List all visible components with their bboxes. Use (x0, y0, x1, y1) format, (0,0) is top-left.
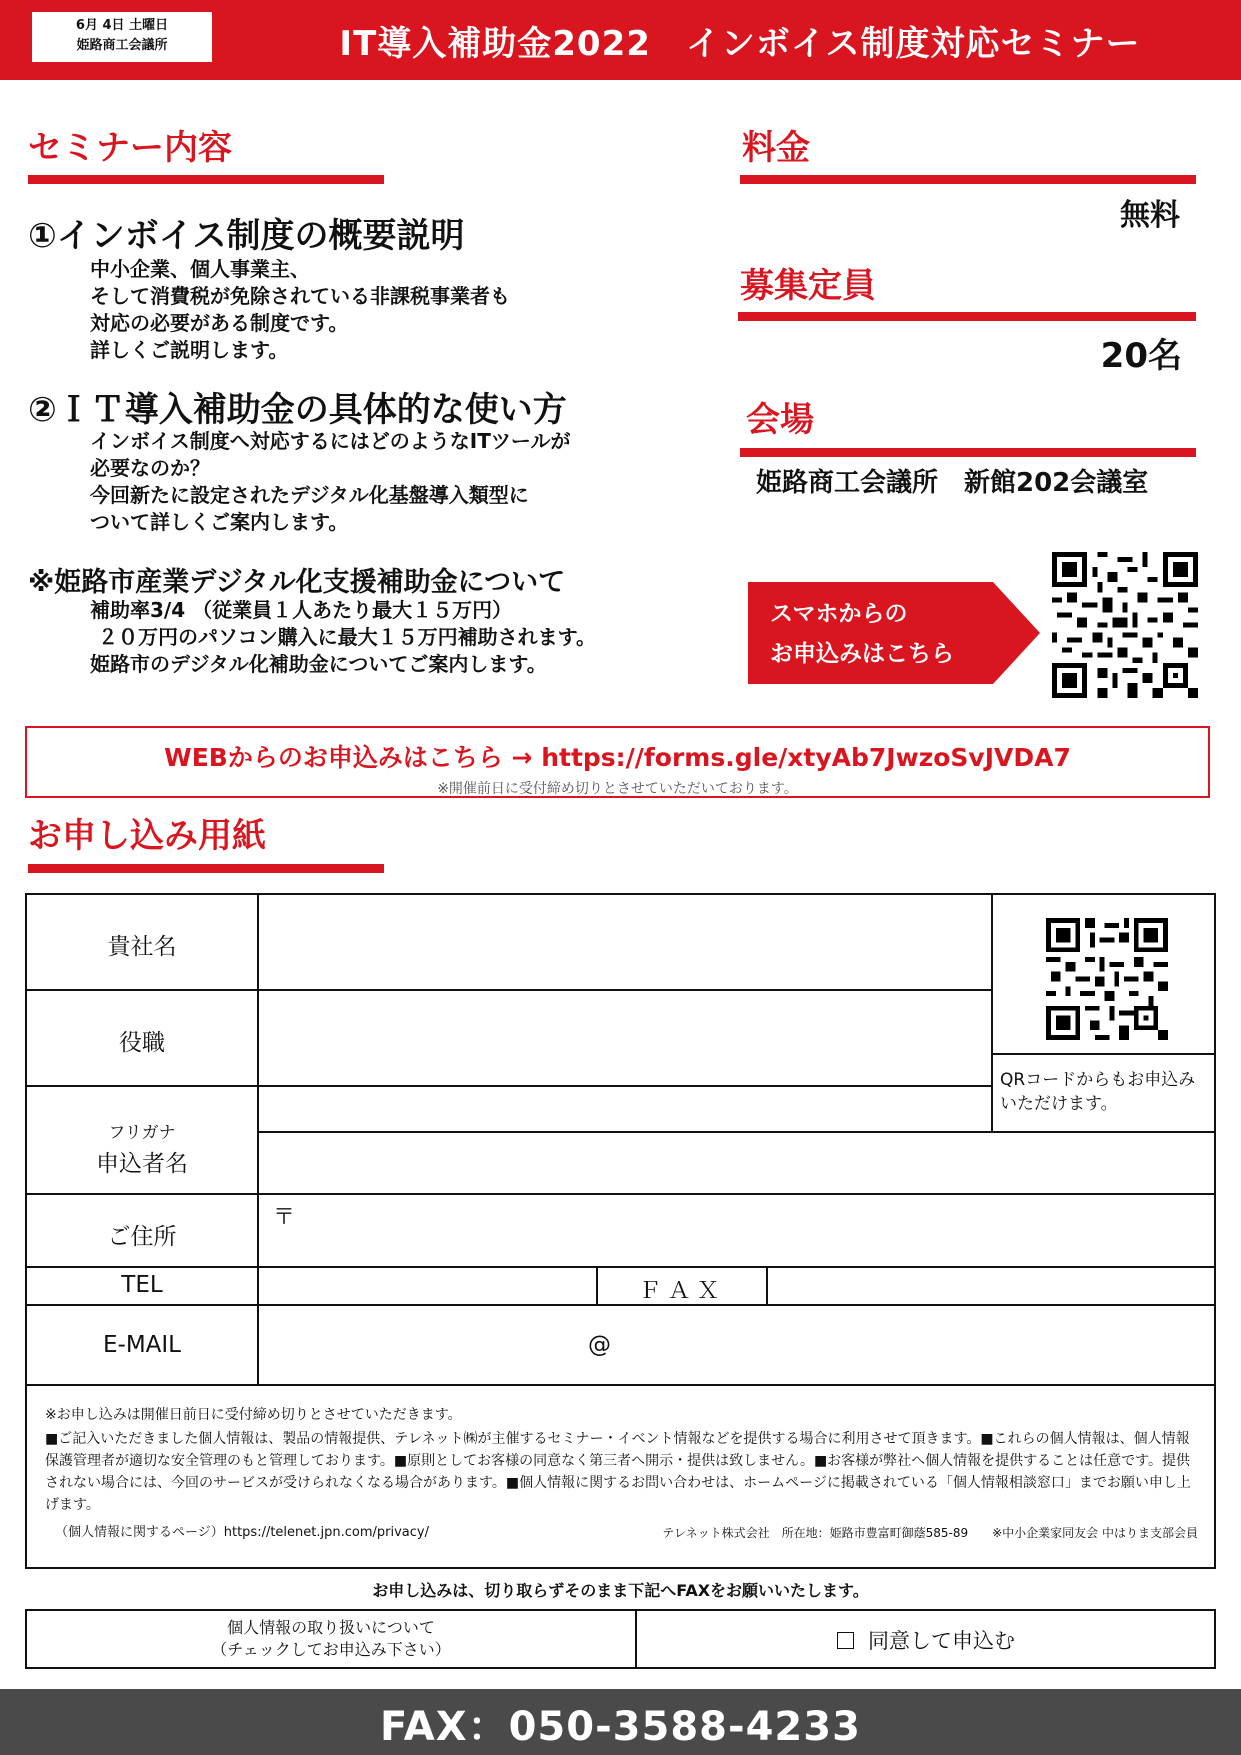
item2-line: インボイス制度へ対応するにはどのようなITツールが (90, 429, 571, 453)
fee-underline (740, 175, 1196, 184)
privacy-notes (25, 1386, 1216, 1569)
form-divider (993, 1053, 1216, 1055)
form-divider (257, 893, 259, 1386)
item1-description (90, 256, 510, 364)
address-label: ご住所 (107, 1224, 177, 1250)
checkbox-icon[interactable] (837, 1632, 854, 1649)
furigana-field[interactable] (260, 1088, 990, 1130)
item2-title: ②ＩＴ導入補助金の具体的な使い方 (28, 390, 567, 430)
venue-value: 姫路商工会議所 新館202会議室 (756, 468, 1149, 498)
applicant-label: 申込者名 (96, 1151, 188, 1177)
date-badge (32, 12, 212, 62)
form-divider (25, 1266, 1216, 1268)
tel-label: TEL (121, 1272, 163, 1298)
footer-fax-number: FAX：050-3588-4233 (380, 1704, 861, 1750)
smartphone-line: スマホからの (770, 601, 908, 627)
consent-checkbox[interactable] (837, 1625, 1015, 1655)
venue-heading: 会場 (746, 400, 814, 440)
form-divider (25, 1085, 993, 1087)
fax-field[interactable] (769, 1269, 1214, 1303)
web-apply-box (25, 726, 1210, 798)
item3-line: ２０万円のパソコン購入に最大１５万円補助されます。 (98, 625, 596, 649)
postal-mark: 〒 (273, 1205, 296, 1230)
consent-label-line: （チェックしてお申込み下さい） (211, 1640, 451, 1659)
item1-line: 対応の必要がある制度です。 (90, 311, 349, 335)
fax-label: ＦＡＸ (638, 1278, 726, 1304)
capacity-underline (738, 312, 1196, 321)
position-field[interactable] (260, 992, 990, 1084)
form-underline (28, 864, 384, 873)
tel-field[interactable] (260, 1269, 595, 1303)
form-divider (25, 989, 993, 991)
form-divider (25, 1193, 1216, 1195)
web-apply-note: ※開催前日に受付締め切りとさせていただいております。 (437, 781, 798, 797)
qr-note: QRコードからもお申込みいただけます。 (1000, 1070, 1196, 1114)
email-field[interactable] (260, 1307, 1214, 1385)
smartphone-line: お申込みはこちら (770, 641, 954, 667)
footer-bar (0, 1689, 1241, 1755)
form-heading: お申し込み用紙 (28, 816, 266, 856)
qr-code-icon[interactable] (1046, 918, 1168, 1040)
item1-line: そして消費税が免除されている非課税事業者も (90, 284, 510, 308)
item1-line: 中小企業、個人事業主、 (90, 257, 310, 281)
position-label: 役職 (119, 1030, 165, 1056)
fee-value: 無料 (1120, 198, 1180, 233)
consent-row (25, 1609, 1216, 1669)
applicant-field[interactable] (260, 1134, 1214, 1192)
consent-label-line: 個人情報の取り扱いについて (227, 1618, 435, 1637)
web-apply-link[interactable]: WEBからのお申込みはこちら → https://forms.gle/xtyAb7JwzoSvJVDA7 (164, 743, 1071, 772)
page-title: IT導入補助金2022 インボイス制度対応セミナー (339, 24, 1141, 64)
item3-description (90, 597, 596, 678)
item2-description (90, 428, 570, 536)
company-field[interactable] (260, 896, 990, 988)
form-divider (257, 1131, 1216, 1133)
smartphone-apply-text (770, 594, 954, 674)
item2-line: 今回新たに設定されたデジタル化基盤導入類型に (90, 483, 529, 507)
consent-label (27, 1611, 637, 1667)
capacity-heading: 募集定員 (740, 266, 876, 306)
privacy-policy-text: ■ご記入いただきました個人情報は、製品の情報提供、テレネット㈱が主催するセミナー・イベント情報などを提供する場合に利用させて頂きます。■これらの個人情報は、個人情報保護管理者が適切な安全管理のもと管理しております。■原則としてお客様の同意なく第三者へ開示・提供は致しません。■お客様が弊社へ個人情報を提供することは任意です。提供されない場合には、今回のサービスが受けられなくなる場合があります。■個人情報に関するお問い合わせは、ホームページに掲載されている「個人情報相談窓口」までお願い申し上げます。 (45, 1431, 1191, 1513)
consent-checkbox-label: 同意して申込む (868, 1629, 1015, 1653)
privacy-link[interactable]: （個人情報に関するページ）https://telenet.jpn.com/privacy/ (55, 1525, 429, 1540)
company-label: 貴社名 (107, 934, 177, 960)
address-field[interactable] (260, 1196, 1214, 1265)
item2-line: 必要なのか？ (90, 456, 210, 480)
deadline-note: ※お申し込みは開催日前日に受付締め切りとさせていただきます。 (45, 1407, 462, 1423)
item3-line: 補助率3/4 （従業員１人あたり最大１５万円） (90, 598, 513, 622)
fee-heading: 料金 (742, 128, 810, 168)
seminar-underline (28, 175, 384, 184)
item2-line: ついて詳しくご案内します。 (90, 510, 349, 534)
fax-instruction: お申し込みは、切り取らずそのまま下記へFAXをお願いいたします。 (372, 1581, 869, 1600)
company-info: テレネット株式会社 所在地：姫路市豊富町御蔭585-89 ※中小企業家同友会 中はりま支部会員 (662, 1526, 1198, 1540)
item1-line: 詳しくご説明します。 (90, 338, 289, 362)
venue-underline (740, 448, 1196, 457)
item3-line: 姫路市のデジタル化補助金についてご案内します。 (90, 652, 547, 676)
furigana-label: フリガナ (108, 1123, 176, 1143)
capacity-value: 20名 (1100, 336, 1182, 376)
qr-code-icon[interactable] (1052, 552, 1198, 698)
email-at-sign: @ (588, 1332, 611, 1358)
event-date: 6月 4日 土曜日 (75, 18, 169, 33)
item3-title: ※姫路市産業デジタル化支援補助金について (28, 567, 566, 598)
item1-title: ①インボイス制度の概要説明 (28, 216, 465, 256)
form-divider (766, 1266, 768, 1306)
email-label: E-MAIL (102, 1332, 181, 1358)
event-organizer: 姫路商工会議所 (76, 38, 168, 53)
form-divider (991, 893, 993, 1131)
seminar-heading: セミナー内容 (28, 128, 232, 168)
